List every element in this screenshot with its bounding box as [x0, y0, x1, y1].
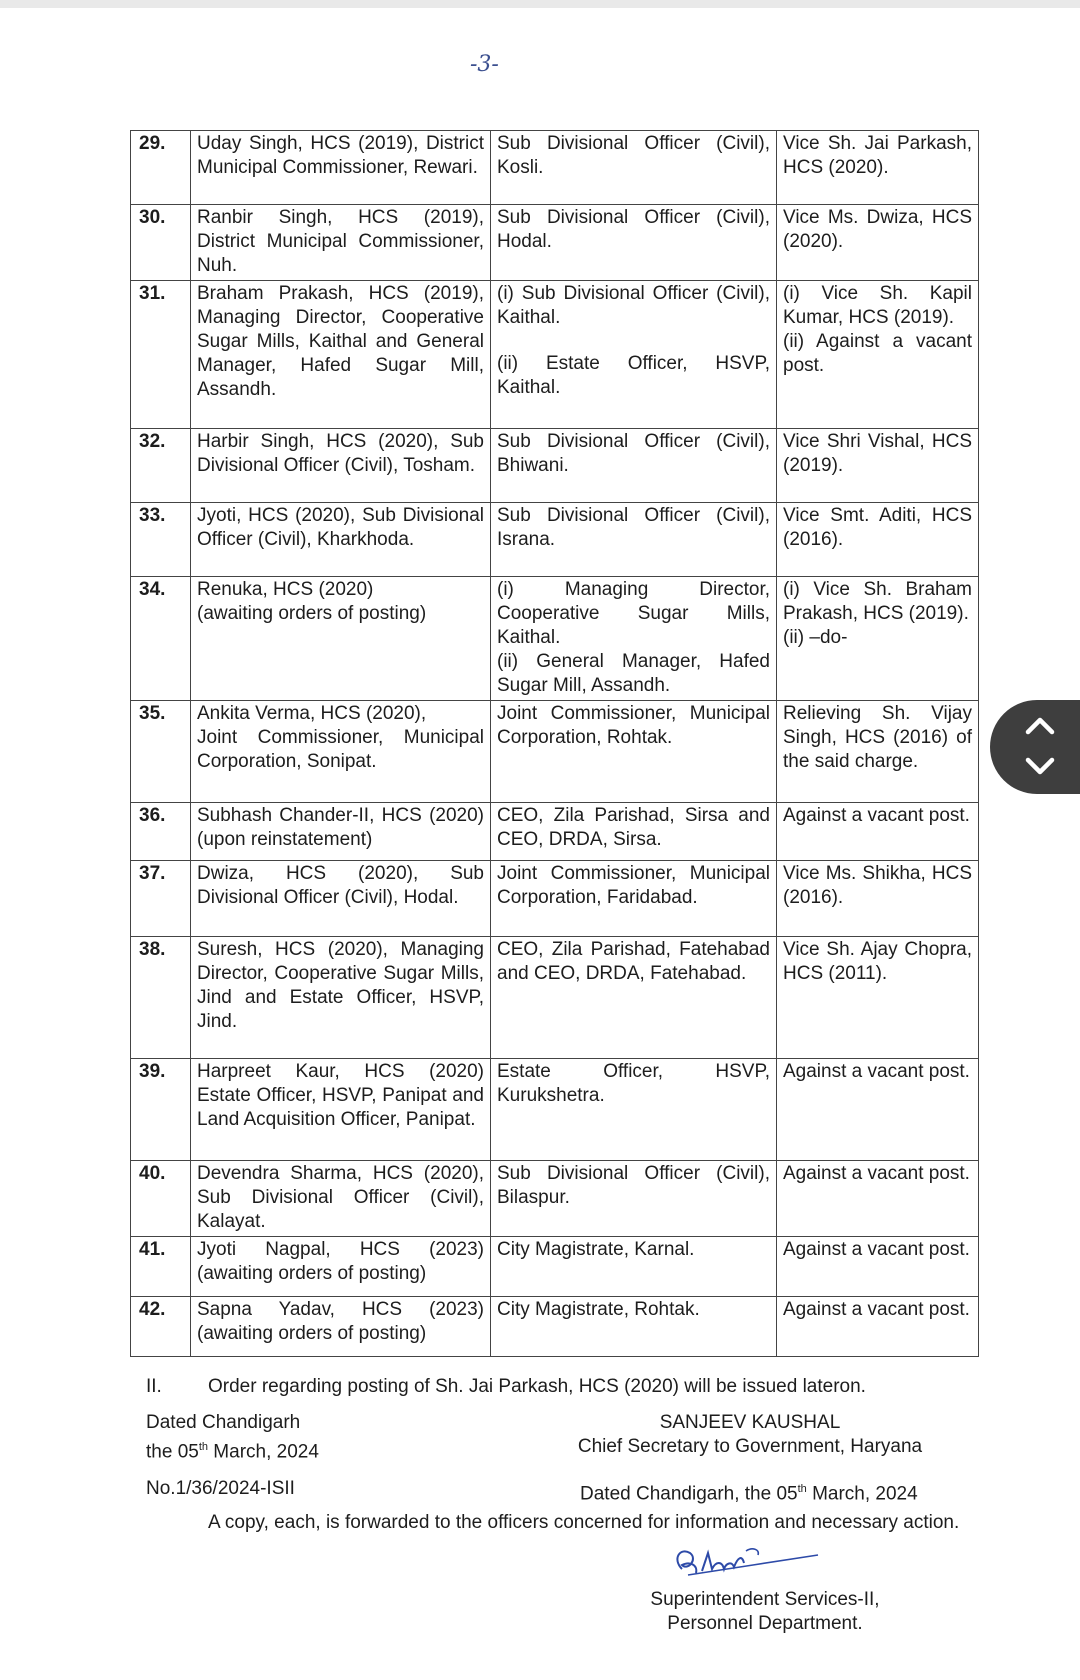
posting-item: (i) Managing Director, Cooperative Sugar Mills, Kaithal. — [497, 579, 770, 648]
superintendent-block — [600, 1588, 930, 1636]
signature — [668, 1535, 828, 1587]
signatory-block — [555, 1411, 945, 1459]
note-text: Order regarding posting of Sh. Jai Parkash, HCS (2020) will be issued lateron. — [208, 1376, 866, 1397]
page-scroll-widget — [990, 700, 1080, 794]
officer-cell: Suresh, HCS (2020), Managing Director, Cooperative Sugar Mills, Jind and Estate Officer, HSVP, Jind. — [191, 937, 491, 1059]
posting-cell: Estate Officer, HSVP, Kurukshetra. — [491, 1059, 777, 1161]
row-number: 38. — [131, 937, 191, 1059]
signatory-designation: Chief Secretary to Government, Haryana — [577, 1436, 923, 1457]
officer-cell: Jyoti Nagpal, HCS (2023) (awaiting orders of posting) — [191, 1237, 491, 1297]
posting-cell: Sub Divisional Officer (Civil), Israna. — [491, 503, 777, 577]
officer-cell: Subhash Chander-II, HCS (2020) (upon reinstatement) — [191, 803, 491, 861]
superintendent-department: Personnel Department. — [667, 1613, 863, 1634]
row-number: 37. — [131, 861, 191, 937]
table-row — [131, 1059, 979, 1161]
posting-cell: Sub Divisional Officer (Civil), Bhiwani. — [491, 429, 777, 503]
signatory-name: SANJEEV KAUSHAL — [659, 1412, 841, 1433]
officer-cell: Dwiza, HCS (2020), Sub Divisional Officer (Civil), Hodal. — [191, 861, 491, 937]
chevron-down-icon[interactable] — [1020, 752, 1060, 780]
posting-cell: CEO, Zila Parishad, Fatehabad and CEO, DRDA, Fatehabad. — [491, 937, 777, 1059]
posting-cell: CEO, Zila Parishad, Sirsa and CEO, DRDA, Sirsa. — [491, 803, 777, 861]
dated-block — [146, 1411, 319, 1464]
top-bar — [0, 0, 1080, 8]
dated-date — [146, 1435, 319, 1464]
posting-cell — [491, 577, 777, 701]
chevron-up-icon[interactable] — [1020, 712, 1060, 740]
officer-post: Joint Commissioner, Municipal Corporation, Sonipat. — [197, 727, 484, 772]
table-row — [131, 577, 979, 701]
row-number: 42. — [131, 1297, 191, 1357]
table-row — [131, 205, 979, 281]
remarks-cell: Vice Ms. Dwiza, HCS (2020). — [777, 205, 979, 281]
row-number: 30. — [131, 205, 191, 281]
officer-name: Renuka, HCS (2020) — [197, 579, 374, 600]
table-row — [131, 281, 979, 429]
officer-cell — [191, 577, 491, 701]
officer-cell: Jyoti, HCS (2020), Sub Divisional Officer (Civil), Kharkhoda. — [191, 503, 491, 577]
row-number: 31. — [131, 281, 191, 429]
remarks-cell: Against a vacant post. — [777, 1237, 979, 1297]
remarks-cell: Against a vacant post. — [777, 803, 979, 861]
remarks-cell — [777, 281, 979, 429]
page-number: -3- — [470, 52, 499, 77]
ref-date-month-year: March, 2024 — [806, 1483, 918, 1505]
remarks-cell: Against a vacant post. — [777, 1059, 979, 1161]
officer-cell: Harbir Singh, HCS (2020), Sub Divisional Officer (Civil), Tosham. — [191, 429, 491, 503]
officer-name: Ankita Verma, HCS (2020), — [197, 703, 427, 724]
posting-item: (i) Sub Divisional Officer (Civil), Kaithal. — [497, 283, 770, 328]
row-number: 34. — [131, 577, 191, 701]
posting-cell — [491, 281, 777, 429]
table-row — [131, 1237, 979, 1297]
row-number: 39. — [131, 1059, 191, 1161]
dated-line: Dated Chandigarh — [146, 1412, 301, 1433]
row-number: 32. — [131, 429, 191, 503]
table-row — [131, 1297, 979, 1357]
table-row — [131, 1161, 979, 1237]
remarks-cell: Vice Ms. Shikha, HCS (2016). — [777, 861, 979, 937]
row-number: 29. — [131, 131, 191, 205]
posting-item: (ii) General Manager, Hafed Sugar Mill, Assandh. — [497, 651, 770, 696]
remarks-cell: Vice Shri Vishal, HCS (2019). — [777, 429, 979, 503]
officer-status: (awaiting orders of posting) — [197, 603, 427, 624]
posting-cell: City Magistrate, Rohtak. — [491, 1297, 777, 1357]
remarks-item: (ii) –do- — [783, 627, 848, 648]
row-number: 35. — [131, 701, 191, 803]
officer-cell: Uday Singh, HCS (2019), District Municipal Commissioner, Rewari. — [191, 131, 491, 205]
officer-cell: Ranbir Singh, HCS (2019), District Municipal Commissioner, Nuh. — [191, 205, 491, 281]
reference-number: No.1/36/2024-ISII — [146, 1478, 295, 1499]
superintendent-title: Superintendent Services-II, — [650, 1589, 880, 1610]
remarks-cell: Vice Sh. Ajay Chopra, HCS (2011). — [777, 937, 979, 1059]
posting-cell: City Magistrate, Karnal. — [491, 1237, 777, 1297]
remarks-item: (i) Vice Sh. Braham Prakash, HCS (2019). — [783, 579, 972, 624]
table-row — [131, 803, 979, 861]
remarks-cell: Against a vacant post. — [777, 1297, 979, 1357]
row-number: 41. — [131, 1237, 191, 1297]
remarks-item: (i) Vice Sh. Kapil Kumar, HCS (2019). — [783, 283, 972, 328]
row-number: 33. — [131, 503, 191, 577]
table-row — [131, 861, 979, 937]
remarks-cell: Vice Smt. Aditi, HCS (2016). — [777, 503, 979, 577]
posting-cell: Sub Divisional Officer (Civil), Bilaspur. — [491, 1161, 777, 1237]
row-number: 36. — [131, 803, 191, 861]
dated-suffix: th — [198, 1441, 209, 1453]
ref-date-day: Dated Chandigarh, the 05 — [580, 1483, 798, 1505]
remarks-cell — [777, 577, 979, 701]
note-label: II. — [146, 1376, 162, 1397]
officer-cell — [191, 701, 491, 803]
table-row — [131, 937, 979, 1059]
officer-cell: Braham Prakash, HCS (2019), Managing Director, Cooperative Sugar Mills, Kaithal and General Manager, Hafed Sugar Mill, Assandh. — [191, 281, 491, 429]
remarks-cell: Against a vacant post. — [777, 1161, 979, 1237]
posting-item: (ii) Estate Officer, HSVP, Kaithal. — [497, 353, 770, 398]
officer-cell: Sapna Yadav, HCS (2023) (awaiting orders of posting) — [191, 1297, 491, 1357]
posting-cell: Sub Divisional Officer (Civil), Hodal. — [491, 205, 777, 281]
ref-date-suffix: th — [797, 1483, 807, 1495]
table-row — [131, 131, 979, 205]
remarks-cell: Relieving Sh. Vijay Singh, HCS (2016) of the said charge. — [777, 701, 979, 803]
dated-month-year: March, 2024 — [208, 1441, 319, 1463]
officer-cell: Harpreet Kaur, HCS (2020) Estate Officer, HSVP, Panipat and Land Acquisition Officer, Panipat. — [191, 1059, 491, 1161]
posting-cell: Joint Commissioner, Municipal Corporation, Faridabad. — [491, 861, 777, 937]
table-row — [131, 701, 979, 803]
copy-forward-text: A copy, each, is forwarded to the officers concerned for information and necessary action. — [208, 1512, 960, 1533]
remarks-item: (ii) Against a vacant post. — [783, 331, 972, 376]
reference-date — [580, 1477, 918, 1506]
table-row — [131, 429, 979, 503]
posting-orders-table — [130, 130, 979, 1357]
row-number: 40. — [131, 1161, 191, 1237]
officer-cell: Devendra Sharma, HCS (2020), Sub Divisional Officer (Civil), Kalayat. — [191, 1161, 491, 1237]
posting-cell: Sub Divisional Officer (Civil), Kosli. — [491, 131, 777, 205]
dated-day: the 05 — [146, 1441, 199, 1463]
posting-cell: Joint Commissioner, Municipal Corporation, Rohtak. — [491, 701, 777, 803]
remarks-cell: Vice Sh. Jai Parkash, HCS (2020). — [777, 131, 979, 205]
table-row — [131, 503, 979, 577]
